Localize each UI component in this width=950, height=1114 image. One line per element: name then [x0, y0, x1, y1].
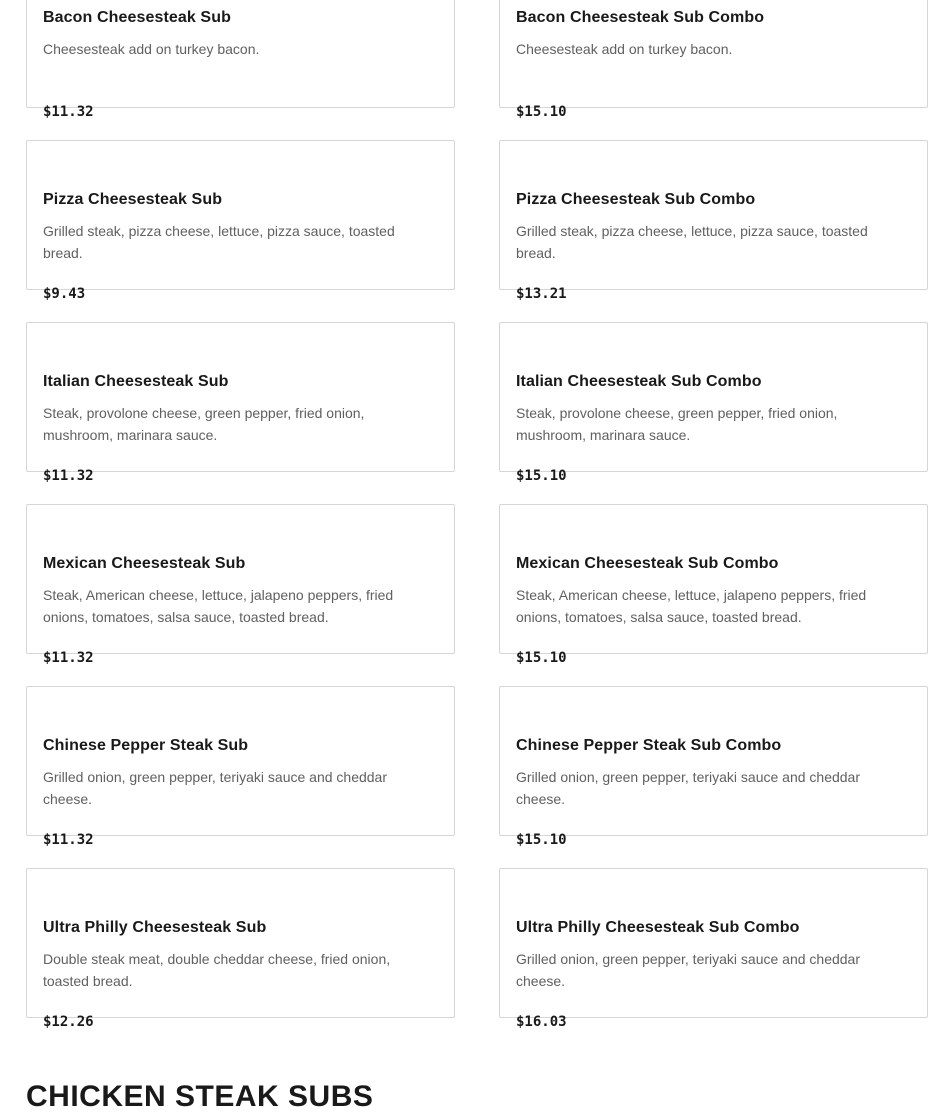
section-heading: CHICKEN STEAK SUBS: [26, 1080, 374, 1113]
menu-item-price: $9.43: [43, 286, 86, 302]
menu-item-card[interactable]: [26, 0, 455, 120]
menu-item-card[interactable]: [499, 322, 928, 484]
menu-item-name: Italian Cheesesteak Sub: [43, 373, 229, 390]
menu-item-card[interactable]: [499, 504, 928, 666]
menu-item-name: Bacon Cheesesteak Sub: [43, 9, 231, 26]
menu-item-description: Steak, provolone cheese, green pepper, fried onion, mushroom, marinara sauce.: [516, 405, 838, 443]
menu-item-name: Bacon Cheesesteak Sub Combo: [516, 9, 765, 26]
menu-item-price: $11.32: [43, 468, 94, 484]
menu-item-price: $12.26: [43, 1014, 94, 1030]
menu-item-name: Pizza Cheesesteak Sub Combo: [516, 191, 756, 208]
menu-item-grid: [26, 0, 928, 1030]
menu-item-name: Italian Cheesesteak Sub Combo: [516, 373, 762, 390]
menu-item-price: $15.10: [516, 468, 567, 484]
menu-item-description: Cheesesteak add on turkey bacon.: [516, 41, 733, 57]
menu-item-card[interactable]: [499, 686, 928, 848]
menu-item-card[interactable]: [499, 0, 928, 120]
menu-item-card[interactable]: [26, 868, 455, 1030]
menu-item-name: Mexican Cheesesteak Sub: [43, 555, 246, 572]
menu-item-description: Cheesesteak add on turkey bacon.: [43, 41, 260, 57]
menu-item-description: Steak, American cheese, lettuce, jalapeno peppers, fried onions, tomatoes, salsa sauce, toasted bread.: [43, 587, 394, 625]
menu-item-description: Steak, American cheese, lettuce, jalapeno peppers, fried onions, tomatoes, salsa sauce, toasted bread.: [516, 587, 867, 625]
menu-item-description: Grilled steak, pizza cheese, lettuce, pizza sauce, toasted bread.: [43, 223, 395, 261]
menu-item-card[interactable]: [499, 140, 928, 302]
menu-item-card[interactable]: [26, 322, 455, 484]
menu-item-price: $16.03: [516, 1014, 567, 1030]
menu-item-name: Ultra Philly Cheesesteak Sub: [43, 919, 267, 936]
menu-item-card[interactable]: [26, 504, 455, 666]
menu-item-price: $13.21: [516, 286, 567, 302]
menu-item-price: $11.32: [43, 832, 94, 848]
menu-item-card[interactable]: [26, 686, 455, 848]
menu-item-price: $15.10: [516, 104, 567, 120]
menu-item-name: Chinese Pepper Steak Sub Combo: [516, 737, 782, 754]
menu-item-name: Pizza Cheesesteak Sub: [43, 191, 223, 208]
menu-item-description: Steak, provolone cheese, green pepper, fried onion, mushroom, marinara sauce.: [43, 405, 365, 443]
menu-item-price: $15.10: [516, 650, 567, 666]
menu-item-description: Double steak meat, double cheddar cheese, fried onion, toasted bread.: [43, 951, 391, 989]
menu-item-price: $11.32: [43, 650, 94, 666]
menu-item-card[interactable]: [26, 140, 455, 302]
menu-item-name: Mexican Cheesesteak Sub Combo: [516, 555, 779, 572]
menu-item-description: Grilled onion, green pepper, teriyaki sauce and cheddar cheese.: [43, 769, 387, 807]
menu-item-card[interactable]: [499, 868, 928, 1030]
menu-item-price: $15.10: [516, 832, 567, 848]
menu-item-description: Grilled steak, pizza cheese, lettuce, pizza sauce, toasted bread.: [516, 223, 868, 261]
menu-item-description: Grilled onion, green pepper, teriyaki sauce and cheddar cheese.: [516, 769, 860, 807]
menu-item-price: $11.32: [43, 104, 94, 120]
menu-item-description: Grilled onion, green pepper, teriyaki sauce and cheddar cheese.: [516, 951, 860, 989]
menu-item-name: Ultra Philly Cheesesteak Sub Combo: [516, 919, 800, 936]
menu-item-name: Chinese Pepper Steak Sub: [43, 737, 249, 754]
